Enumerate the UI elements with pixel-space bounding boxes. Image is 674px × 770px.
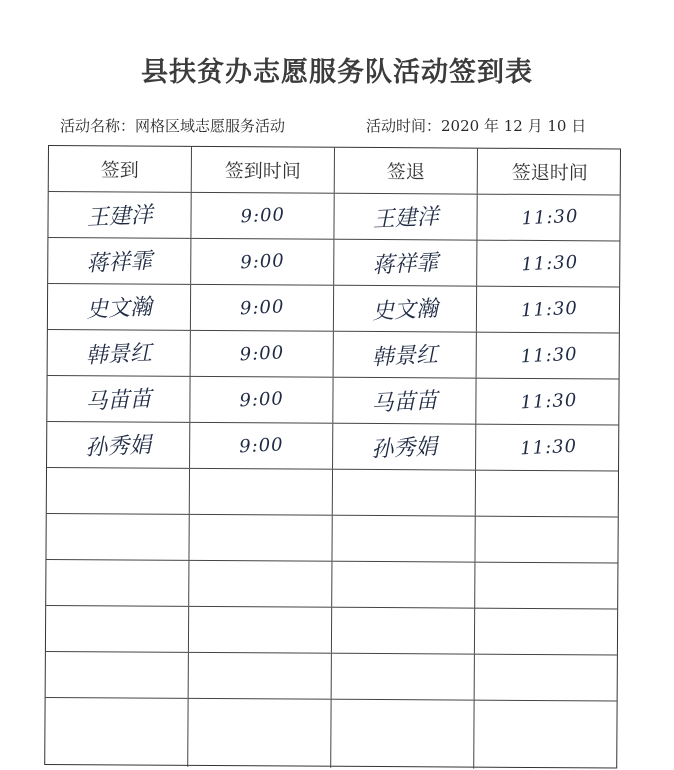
empty-cell [189, 653, 332, 699]
sign-in-time-cell [190, 423, 333, 469]
sign-out-signature: 王建洋 [372, 204, 440, 233]
table-row [47, 422, 618, 471]
empty-cell [332, 608, 475, 654]
sign-out-time: 11:30 [519, 435, 578, 460]
sign-in-cell [47, 422, 190, 468]
header-sign-in: 签到 [49, 146, 192, 192]
table-header-row [49, 146, 620, 195]
empty-cell [474, 701, 618, 770]
sign-out-signature: 孙秀娟 [370, 434, 438, 463]
empty-cell [332, 516, 475, 562]
empty-row [46, 652, 617, 701]
sign-out-cell [334, 332, 477, 378]
empty-cell [188, 699, 331, 768]
sign-in-time: 9:00 [239, 296, 285, 320]
empty-cell [331, 700, 474, 769]
table-row [48, 192, 619, 241]
empty-cell [189, 561, 332, 607]
sign-in-signature: 韩景红 [85, 340, 153, 369]
sign-out-cell [333, 424, 476, 470]
sign-in-cell [47, 376, 190, 422]
sign-out-time-cell [477, 195, 621, 241]
empty-cell [46, 514, 189, 560]
header-sign-out-time: 签退时间 [511, 161, 588, 185]
empty-cell [45, 698, 188, 767]
table-row [48, 284, 619, 333]
table-row [48, 330, 619, 379]
sign-in-time-cell [191, 239, 334, 285]
sign-out-time-cell [476, 379, 620, 425]
sign-out-cell [334, 194, 477, 240]
activity-time: 活动时间：2020 年 12 月 10 日 [366, 117, 587, 135]
sign-out-time: 11:30 [520, 251, 579, 276]
empty-row [46, 606, 617, 655]
empty-cell [189, 515, 332, 561]
empty-cell [333, 470, 476, 516]
sign-out-cell [334, 286, 477, 332]
signin-table [44, 145, 621, 768]
empty-cell [476, 471, 620, 517]
sign-out-signature: 韩景红 [371, 342, 439, 371]
sign-in-cell [48, 238, 191, 284]
empty-cell [332, 654, 475, 700]
sign-in-time: 9:00 [239, 342, 285, 366]
empty-cell [46, 560, 189, 606]
empty-row [45, 698, 616, 769]
empty-row [47, 468, 618, 517]
sign-in-time: 9:00 [238, 388, 285, 412]
sign-out-signature: 蒋祥霏 [371, 250, 439, 279]
empty-cell [189, 607, 332, 653]
empty-row [46, 560, 617, 609]
empty-cell [190, 469, 333, 515]
header-sign-out: 签退 [335, 148, 478, 194]
sign-in-time-cell [190, 377, 333, 423]
page-title: 县扶贫办志愿服务队活动签到表 [141, 57, 533, 88]
sign-out-cell [334, 240, 477, 286]
empty-row [46, 514, 617, 563]
sign-in-signature: 史文瀚 [85, 294, 153, 323]
empty-cell [475, 517, 619, 563]
sign-out-time-cell [477, 241, 621, 287]
sign-out-time: 11:30 [519, 343, 578, 368]
empty-cell [332, 562, 475, 608]
sign-in-cell [48, 192, 191, 238]
sign-in-time-cell [191, 285, 334, 331]
sign-in-cell [48, 330, 191, 376]
sign-in-signature: 马苗苗 [84, 386, 153, 415]
sign-out-time-cell [477, 333, 621, 379]
sign-in-signature: 蒋祥霏 [85, 248, 153, 277]
sign-in-time: 9:00 [239, 204, 286, 228]
sign-in-time: 9:00 [238, 434, 284, 458]
sign-out-time-cell [476, 425, 620, 471]
sign-out-signature: 史文瀚 [371, 296, 439, 325]
empty-cell [46, 652, 189, 698]
sign-in-signature: 孙秀娟 [84, 432, 152, 461]
sign-in-time-cell [191, 331, 334, 377]
empty-cell [475, 655, 619, 701]
empty-cell [47, 468, 190, 514]
empty-cell [475, 609, 619, 655]
sign-out-time: 11:30 [520, 297, 578, 322]
table-row [47, 376, 618, 425]
sign-in-signature: 王建洋 [86, 202, 154, 231]
sign-out-time: 11:30 [519, 389, 578, 414]
sign-in-time: 9:00 [239, 250, 285, 274]
sign-in-cell [48, 284, 191, 330]
header-sign-in-time: 签到时间 [192, 147, 335, 193]
sign-out-time-cell [477, 287, 621, 333]
table-row [48, 238, 619, 287]
sign-in-time-cell [191, 193, 334, 239]
sign-out-time: 11:30 [520, 205, 579, 230]
empty-cell [46, 606, 189, 652]
sign-out-cell [333, 378, 476, 424]
activity-name: 活动名称：网格区域志愿服务活动 [60, 117, 286, 135]
empty-cell [475, 563, 619, 609]
sign-out-signature: 马苗苗 [370, 388, 439, 417]
